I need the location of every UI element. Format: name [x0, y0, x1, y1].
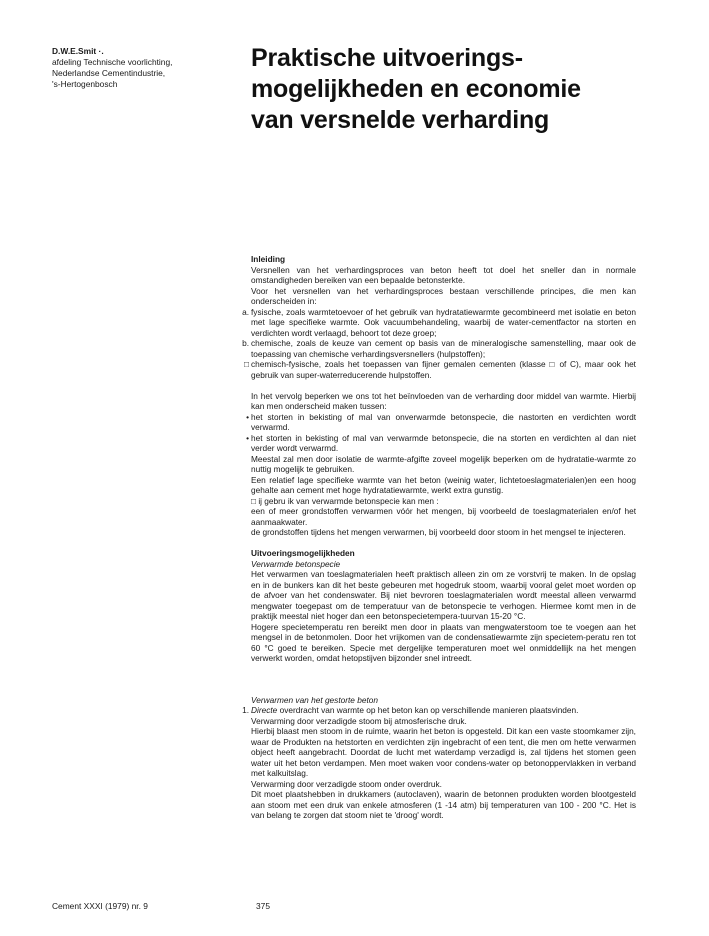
bullet-item: [246, 432, 636, 454]
paragraph: Meestal zal men door isolatie de warmte-afgifte zoveel mogelijk beperken om de hydratatie-warmte zo nuttig mogelijk te gebruiken.: [251, 453, 636, 474]
paragraph: Voor het versnellen van het verhardingsproces bestaan verschillende principes, die men kan onderscheiden in:: [251, 285, 636, 306]
list-item-text: overdracht van warmte op het beton kan op verschillende manieren plaatsvinden.: [277, 705, 579, 715]
paragraph: Verwarming door verzadigde stoom bij atmosferische druk.: [251, 715, 467, 726]
author-affiliation-line: afdeling Technische voorlichting,: [52, 57, 173, 67]
paragraph: Dit moet plaatshebben in drukkamers (autoclaven), waarin de betonnen produkten worden blootgesteld aan stoom met een druk van enkele atmosferen (1 -14 atm) bij temperaturen van 100 - 200 °C. Het is van belang te zorgen dat stoom niet te 'droog' wordt.: [251, 789, 636, 820]
bullet-text: het storten in bekisting of mal van verwarmde betonspecie, die na storten en verdichten al dan niet verder wordt verwarmd.: [251, 432, 636, 453]
bullet-text: het storten in bekisting of mal van onverwarmde betonspecie, die nastorten en verdichten wordt verwarmd.: [251, 411, 636, 432]
list-marker: b.: [242, 338, 249, 348]
subsection-heading: Verwarmde betonspecie: [251, 558, 341, 569]
title-line: mogelijkheden en economie: [251, 75, 581, 103]
list-item: [242, 705, 636, 716]
paragraph: een of meer grondstoffen verwarmen vóór het mengen, bij voorbeeld de toeslagmaterialen en/of het aanmaakwater.: [251, 506, 636, 527]
list-marker: a.: [242, 306, 249, 317]
list-item-text: chemische, zoals de keuze van cement op basis van de mineralogische samenstelling, maar ook de toepassing van chemische verhardingsversnellers (hulpstoffen);: [251, 338, 636, 359]
page-number: 375: [256, 901, 270, 911]
article-body: [242, 254, 636, 821]
bullet-item: [246, 411, 636, 433]
author-affiliation-line: 's-Hertogenbosch: [52, 79, 118, 89]
bullet-marker: •: [246, 411, 249, 422]
paragraph: Versnellen van het verhardingsproces van beton heeft tot doel het sneller dan in normale omstandigheden bereiken van een bepaalde betonsterkte.: [251, 264, 636, 285]
list-item: [243, 359, 636, 380]
paragraph: Het verwarmen van toeslagmaterialen heeft praktisch alleen zin om ze vorstvrij te maken. In de opslag en in de bunkers kan dit het beste gebeuren met hogedruk stoom, waarbij vooral gelet moet worden op de afvoer van het condenswater. Bij niet bevroren toeslagmaterialen wordt meestal alleen verwarmd mengwater toegepast om de temperatuur van de betonspecie te verhogen. Hiermee komt men in de praktijk meestal niet hoger dan een betonspecietempera-tuurvan 15-20 °C.: [251, 569, 636, 621]
paragraph: □ ij gebru ik van verwarmde betonspecie kan men :: [251, 495, 439, 506]
emphasis-text: Directe: [251, 705, 278, 715]
paragraph: de grondstoffen tijdens het mengen verwarmen, bij voorbeeld door stoom in het mengsel te injecteren.: [251, 527, 626, 537]
list-item: [242, 338, 636, 359]
title-line: van versnelde verharding: [251, 106, 550, 134]
article-title: [251, 43, 681, 136]
list-item-text: fysische, zoals warmtetoevoer of het gebruik van hydratatiewarmte gecombineerd met isolatie en beton met lage specifieke warmte. Ook vacuumbehandeling, waarbij de water-cementfactor na storten en verdichten wordt verlaagd, behoort tot deze groep;: [251, 306, 636, 338]
paragraph: Verwarming door verzadigde stoom onder overdruk.: [251, 778, 442, 789]
author-block: [52, 46, 232, 90]
author-name: D.W.E.Smit ·.: [52, 46, 104, 56]
paragraph: Hierbij blaast men stoom in de ruimte, waarin het beton is opgesteld. Dit kan een vaste stoomkamer zijn, waar de Produkten na hetstorten en verdichten zijn ingebracht of een tent, die men om hette verwarmen object heeft aangebracht. Doordat de lucht met waterdamp verzadigd is, zal tijdens het stomen geen water uit het beton verdampen. Men moet waken voor condens-water op betonoppervlakken in verband met kalkuitslag.: [251, 726, 636, 778]
subsection-heading: Verwarmen van het gestorte beton: [251, 694, 378, 705]
section-heading-inleiding: Inleiding: [251, 254, 286, 264]
title-line: Praktische uitvoerings-: [251, 44, 523, 72]
paragraph: Hogere specietemperatu ren bereikt men door in plaats van mengwaterstoom toe te voegen aan het mengsel in de betonmolen. Door het vrijkomen van de condensatiewarmte zijn specietem-peratu ren tot 60 °C goed te bereiken. Specie met dergelijke temperaturen moet wel onmiddellijk na het mengen verwerkt worden, omdat hetopstijven bijzonder snel intreedt.: [251, 621, 636, 663]
journal-footer: Cement XXXI (1979) nr. 9: [52, 901, 148, 911]
paragraph: Een relatief lage specifieke warmte van het beton (weinig water, lichtetoeslagmaterialen)en een hoog gehalte aan cement met hoge hydratatiewarmte, werkt extra gunstig.: [251, 474, 636, 495]
list-marker: □: [243, 359, 249, 369]
list-item-text: chemisch-fysische, zoals het toepassen van fijner gemalen cementen (klasse □ of C), maar ook het gebruik van super-waterreducerende hulpstoffen.: [251, 359, 636, 380]
author-affiliation-line: Nederlandse Cementindustrie,: [52, 68, 166, 78]
list-marker: 1.: [242, 705, 249, 715]
paragraph: In het vervolg beperken we ons tot het beïnvloeden van de verharding door middel van warmte. Hierbij kan men onderscheid maken tussen:: [251, 390, 636, 411]
list-item: [242, 306, 636, 339]
section-heading-uitvoering: Uitvoeringsmogelijkheden: [251, 548, 355, 558]
bullet-marker: •: [246, 432, 249, 443]
